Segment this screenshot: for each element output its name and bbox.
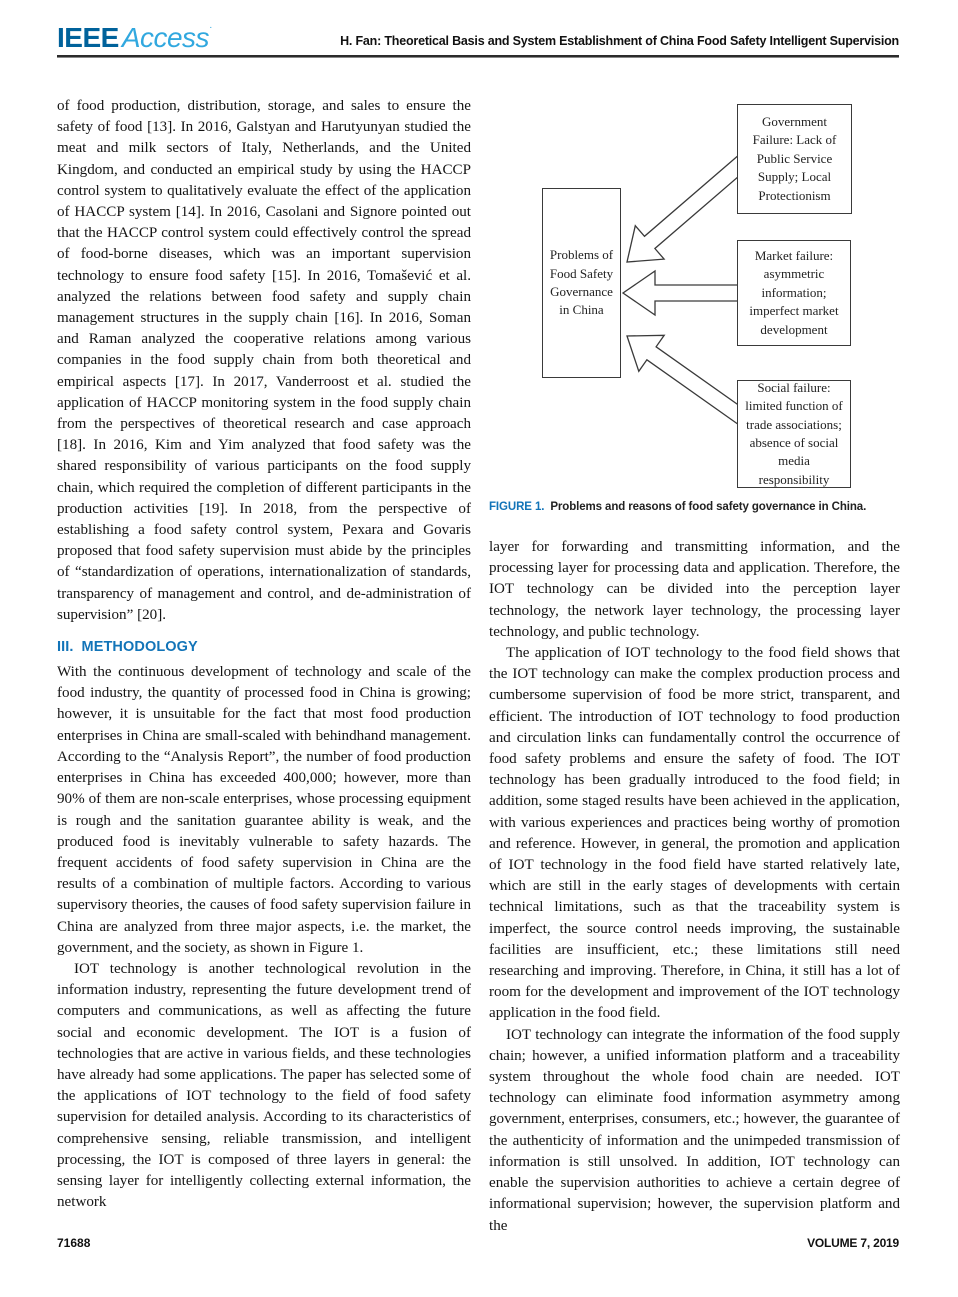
figure-caption-text: Problems and reasons of food safety governance in China. [550, 501, 867, 513]
section-number: III. [57, 639, 74, 656]
section-heading-methodology [57, 639, 471, 655]
figure-box-market-failure: Market failure: asymmetric information; imperfect market development [737, 240, 851, 346]
figure-box-social-failure: Social failure: limited function of trade associations; absence of social media responsibility [737, 380, 851, 488]
figure-caption [489, 501, 900, 513]
section-title: METHODOLOGY [81, 639, 198, 656]
page-number: 71688 [57, 1236, 91, 1250]
body-paragraph: With the continuous development of technology and scale of the food industry, the quantity of processed food in China is growing; however, it is unsuitable for the fact that most food production enterprises in China are small-scaled with behindhand management. According to the “Analysis Report”, the number of food production enterprises in China has exceeded 400,000; however, more than 90% of them are non-scale enterprises, whose processing equipment is rough and the sanitation guarantee ability is weak, and the produced food is inevitably vulnerable to safety hazards. The frequent accidents of food safety supervision in China are the results of a combination of multiple factors. According to various supervisory theories, the causes of food safety supervision failure in China are analyzed from three major aspects, i.e. the market, the government, and the society, as shown in Figure 1. [57, 664, 471, 956]
running-head: H. Fan: Theoretical Basis and System Establishment of China Food Safety Intelligent Supervision [340, 34, 899, 48]
body-paragraph: IOT technology can integrate the information of the food supply chain; however, a unified information platform and a traceability system throughout the whole food chain are needed. IOT technology can eliminate food information asymmetry among government, enterprises, consumers, etc.; however, the guarantee of the authenticity of information and the unimpeded transmission of information is still unsolved. In addition, IOT technology can enable the supervision authorities to achieve a certain degree of informational supervision; however, the supervision platform and the [489, 1026, 900, 1234]
trademark-dot-icon: · [209, 22, 213, 33]
figure-box-problems: Problems of Food Safety Governance in China [542, 188, 621, 378]
ieee-logo-text: IEEE [57, 22, 119, 53]
body-paragraph: of food production, distribution, storage, and sales to ensure the safety of food [13]. In 2016, Galstyan and Harutyunyan studied the meat and milk sectors of Italy, Netherlands, and the United Kingdom, and conducted an empirical study by using the HACCP control system to qualitatively evaluate the effect of the application of HACCP system [14]. In 2016, Casolani and Signore pointed out that the HACCP control system could effectively control the spread of food-borne diseases, which was an important supervision technology to ensure food safety [15]. In 2016, Tomašević et al. analyzed the relations between food safety and supply chain management structures in the supply chain [16]. In 2016, Soman and Raman analyzed the cooperative relations among various companies in the food supply chain from both theoretical and empirical aspects [17]. In 2017, Vanderroost et al. studied the application of HACCP monitoring system in the food supply chain from the perspectives of theoretical research and case approach [18]. In 2016, Kim and Yim analyzed that food safety was the shared responsibility of various participants on the food supply chain, which required the completion of different participants in the production activities [19]. In 2018, from the perspective of establishing a food safety control system, Pexara and Govaris proposed that food safety supervision must abide by the principles of “standardization of operations, internationalization of standards, transparency of management and control, and de-administration of supervision” [20]. [57, 98, 471, 623]
right-column [489, 96, 900, 1237]
access-logo-text: Access [121, 22, 210, 53]
arrow-government-to-problems-icon [627, 156, 748, 262]
figure-caption-label: FIGURE 1. [489, 501, 545, 513]
body-paragraph: The application of IOT technology to the food field shows that the IOT technology can make the complex production process and cumbersome supervision of food be more strict, transparent, and efficient. The introduction of IOT technology to food production and circulation links can fundamentally control the occurrence of food safety problems and ensure the safety of food. The IOT technology has been gradually introduced to the food field; in addition, some staged results have been achieved in the application, with various experiences and practices being worthy of promotion and reference. However, in general, the promotion and application of IOT technology in the food field have started relatively late, which are still in the early stages of developments with certain technical limitations, such as that the traceability system is imperfect, the source control needs improving, the sustainable facilities are insufficient, etc.; these limitations still need researching and improving. Therefore, in China, it still has a lot of room for the development and improvement of the IOT technology application in the food field. [489, 645, 900, 1022]
ieee-access-logo [57, 22, 212, 54]
arrow-market-to-problems-icon [623, 271, 739, 315]
header-rule [57, 55, 899, 58]
page-header [57, 20, 899, 60]
volume-info: VOLUME 7, 2019 [807, 1236, 899, 1250]
figure-1-diagram [489, 96, 900, 494]
figure-box-government-failure: Government Failure: Lack of Public Service Supply; Local Protectionism [737, 104, 852, 214]
left-column [57, 96, 471, 1213]
body-paragraph: IOT technology is another technological revolution in the information industry, representing the future development trend of computers and communications, as well as affecting the future social and economic development. The IOT is a fusion of technologies that are active in various fields, and these technologies have already had some applications. The paper has selected some of the applications of IOT technology to the field of food safety supervision for detailed analysis. According to its characteristics of comprehensive sensing, reliable transmission, and intelligent processing, the IOT is composed of three layers in general: the sensing layer for intelligently collecting external information, the network [57, 960, 471, 1211]
arrow-social-to-problems-icon [627, 335, 748, 424]
body-paragraph: layer for forwarding and transmitting information, and the processing layer for processing data and application. Therefore, the IOT technology can be divided into the perception layer technology, the network layer technology, the processing layer technology, and public technology. [489, 539, 900, 640]
